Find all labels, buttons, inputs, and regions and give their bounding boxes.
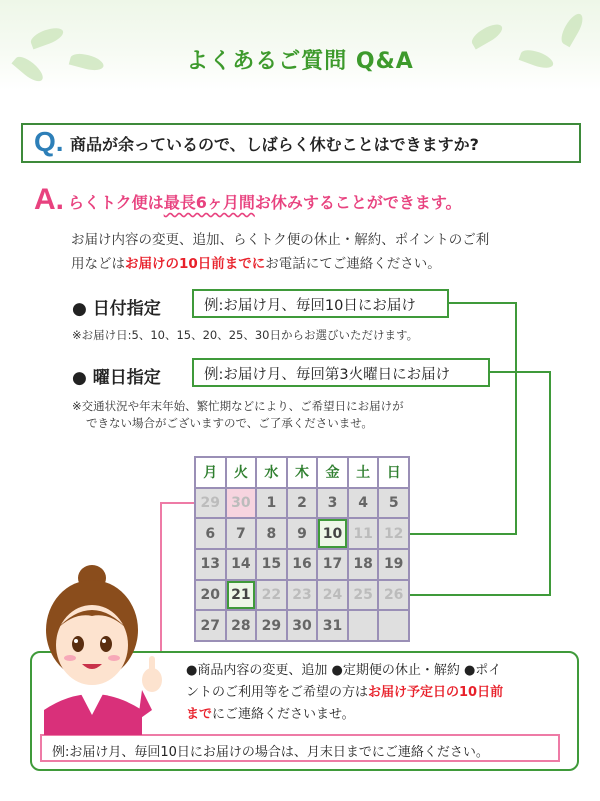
weekday-spec-note-line2: できない場合がございますので、ご了承くださいませ。 — [86, 416, 373, 430]
answer-body-line2-part1: 用などは — [71, 256, 125, 272]
cheek — [64, 655, 76, 661]
weekday-spec-note-line1: ※交通状況や年末年始、繁忙期などにより、ご希望日にお届けが — [72, 399, 404, 413]
answer-body-line2-part2: お電話にてご連絡ください。 — [265, 256, 441, 272]
calendar-day-month-end: 30 — [226, 488, 257, 519]
calendar-day: 22 — [256, 580, 287, 611]
weekday-thu: 木 — [287, 457, 318, 488]
calendar-day: 18 — [348, 549, 379, 580]
calendar-day: 6 — [195, 518, 226, 549]
calendar-day: 13 — [195, 549, 226, 580]
calendar-day: 23 — [287, 580, 318, 611]
calendar-day: 28 — [226, 610, 257, 641]
calendar-day: 15 — [256, 549, 287, 580]
right-eye — [100, 636, 112, 652]
calendar-day: 29 — [256, 610, 287, 641]
staff-character-illustration — [30, 560, 180, 735]
calendar-day-highlight-10: 10 — [317, 518, 348, 549]
calendar-day-highlight-21: 21 — [226, 580, 257, 611]
answer-lead-part2: お休みすることができます。 — [254, 193, 462, 212]
question-mark: Q. — [34, 126, 64, 157]
calendar-day-empty — [378, 610, 409, 641]
calendar-day: 26 — [378, 580, 409, 611]
calendar-day: 27 — [195, 610, 226, 641]
calendar-day: 2 — [287, 488, 318, 519]
weekday-tue: 火 — [226, 457, 257, 488]
calendar-day: 1 — [256, 488, 287, 519]
weekday-spec-example: 例:お届け月、毎回第3火曜日にお届け — [192, 358, 490, 387]
answer-lead-part1: らくトク便は — [68, 193, 164, 212]
calendar — [194, 456, 410, 642]
contact-notice-line2-red: お届け予定日の10日前 — [368, 685, 504, 700]
sleeve — [138, 690, 152, 720]
calendar-day: 8 — [256, 518, 287, 549]
calendar-day: 5 — [378, 488, 409, 519]
weekday-mon: 月 — [195, 457, 226, 488]
contact-notice-line2-part1: ントのご利用等をご希望の方は — [186, 685, 369, 700]
weekday-wed: 水 — [256, 457, 287, 488]
contact-notice-line3-red: まで — [186, 707, 213, 722]
pointing-finger — [149, 656, 155, 674]
contact-notice-line2 — [186, 682, 503, 704]
weekday-fri: 金 — [317, 457, 348, 488]
calendar-day: 31 — [317, 610, 348, 641]
calendar-day: 14 — [226, 549, 257, 580]
page-title: よくあるご質問 Q&A — [186, 49, 414, 74]
calendar-day: 25 — [348, 580, 379, 611]
calendar-day: 9 — [287, 518, 318, 549]
eye-shine — [74, 639, 78, 643]
eye-shine — [102, 639, 106, 643]
date-spec-example: 例:お届け月、毎回10日にお届け — [192, 289, 449, 318]
calendar-day: 24 — [317, 580, 348, 611]
weekday-sat: 土 — [348, 457, 379, 488]
cheek — [108, 655, 120, 661]
answer-mark: A. — [34, 183, 64, 216]
date-spec-note: ※お届け日:5、10、15、20、25、30日からお選びいただけます。 — [72, 328, 419, 342]
question-text: 商品が余っているので、しばらく休むことはできますか? — [70, 135, 479, 154]
calendar-day: 19 — [378, 549, 409, 580]
calendar-day: 29 — [195, 488, 226, 519]
answer-lead-emphasis: 最長6ヶ月間 — [163, 193, 255, 212]
month-end-example: 例:お届け月、毎回10日にお届けの場合は、月末日までにご連絡ください。 — [40, 734, 560, 762]
calendar-day: 30 — [287, 610, 318, 641]
calendar-day: 11 — [348, 518, 379, 549]
answer-body-line2-red: お届けの10日前までに — [125, 256, 266, 272]
left-eye — [72, 636, 84, 652]
calendar-day: 4 — [348, 488, 379, 519]
contact-notice-line3-part2: にご連絡くださいませ。 — [212, 707, 355, 722]
calendar-day: 7 — [226, 518, 257, 549]
answer-body-line1: お届け内容の変更、追加、らくトク便の休止・解約、ポイントのご利 — [71, 232, 490, 248]
calendar-day: 20 — [195, 580, 226, 611]
calendar-day: 3 — [317, 488, 348, 519]
contact-notice-line3 — [186, 704, 355, 726]
calendar-day: 12 — [378, 518, 409, 549]
calendar-day: 17 — [317, 549, 348, 580]
calendar-day-empty — [348, 610, 379, 641]
date-spec-title: ● 日付指定 — [72, 299, 161, 319]
weekday-sun: 日 — [378, 457, 409, 488]
face — [56, 605, 128, 685]
contact-notice-line1: ●商品内容の変更、追加 ●定期便の休止・解約 ●ポイ — [186, 663, 502, 678]
weekday-spec-title: ● 曜日指定 — [72, 368, 161, 388]
calendar-day: 16 — [287, 549, 318, 580]
